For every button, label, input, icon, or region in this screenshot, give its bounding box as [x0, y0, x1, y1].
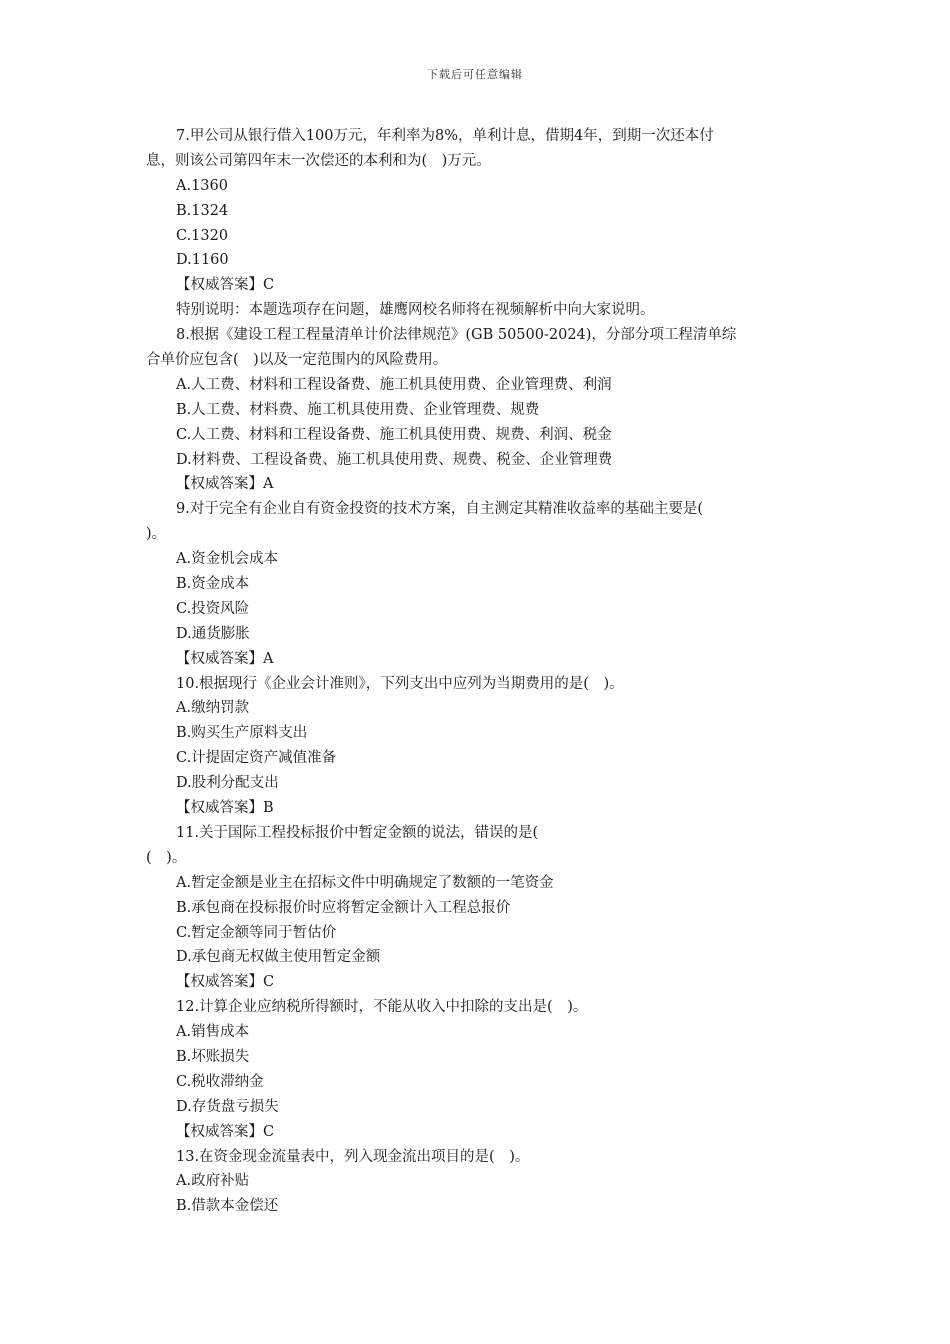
q11-stem-line2: ( )。 — [146, 849, 187, 866]
q11-option-a: A.暂定金额是业主在招标文件中明确规定了数额的一笔资金 — [176, 874, 554, 891]
document-body — [146, 124, 814, 1219]
q9-stem-line1: 9.对于完全有企业自有资金投资的技术方案，自主测定其精准收益率的基础主要是( — [176, 501, 703, 518]
q10-option-c: C.计提固定资产减值准备 — [176, 750, 337, 767]
q12-option-d: D.存货盘亏损失 — [176, 1098, 279, 1115]
q12-option-c: C.税收滞纳金 — [176, 1073, 264, 1090]
q12-stem: 12.计算企业应纳税所得额时，不能从收入中扣除的支出是( )。 — [176, 999, 588, 1016]
q11-option-b: B.承包商在投标报价时应将暂定金额计入工程总报价 — [176, 899, 511, 916]
q9-answer: 【权威答案】A — [176, 650, 274, 667]
q8-option-c: C.人工费、材料和工程设备费、施工机具使用费、规费、利润、税金 — [176, 426, 612, 443]
q10-option-d: D.股利分配支出 — [176, 775, 279, 792]
q13-stem: 13.在资金现金流量表中，列入现金流出项目的是( )。 — [176, 1148, 530, 1165]
q11-stem-line1: 11.关于国际工程投标报价中暂定金额的说法，错误的是( — [176, 824, 539, 841]
q10-option-a: A.缴纳罚款 — [176, 700, 250, 717]
q7-option-c: C.1320 — [176, 227, 229, 244]
q7-option-b: B.1324 — [176, 202, 229, 219]
q11-answer: 【权威答案】C — [176, 974, 275, 991]
q9-stem-line2: )。 — [146, 526, 167, 543]
q9-option-d: D.通货膨胀 — [176, 625, 250, 642]
q10-answer: 【权威答案】B — [176, 800, 274, 817]
q7-stem-line1: 7.甲公司从银行借入100万元，年利率为8%，单利计息，借期4年，到期一次还本付 — [176, 128, 714, 144]
q9-option-b: B.资金成本 — [176, 576, 250, 593]
q8-stem-line2: 合单价应包含( )以及一定范围内的风险费用。 — [146, 352, 448, 369]
q12-option-a: A.销售成本 — [176, 1024, 250, 1041]
q11-option-d: D.承包商无权做主使用暂定金额 — [176, 949, 381, 966]
q7-stem-line2: 息，则该公司第四年末一次偿还的本利和为( )万元。 — [146, 152, 491, 169]
q12-option-b: B.坏账损失 — [176, 1048, 250, 1065]
q8-option-b: B.人工费、材料费、施工机具使用费、企业管理费、规费 — [176, 401, 540, 418]
q11-option-c: C.暂定金额等同于暂估价 — [176, 924, 337, 941]
q10-stem: 10.根据现行《企业会计准则》，下列支出中应列为当期费用的是( )。 — [176, 675, 624, 692]
q9-option-c: C.投资风险 — [176, 600, 250, 617]
q8-stem-line1: 8.根据《建设工程工程量清单计价法律规范》(GB 50500-2024)，分部分项工程清单综 — [176, 327, 737, 344]
q13-option-b: B.借款本金偿还 — [176, 1198, 279, 1215]
q7-option-a: A.1360 — [176, 177, 228, 194]
q7-option-d: D.1160 — [176, 252, 229, 269]
q7-answer: 【权威答案】C — [176, 277, 275, 294]
page-header: 下载后可任意编辑 — [427, 68, 523, 81]
q8-option-a: A.人工费、材料和工程设备费、施工机具使用费、企业管理费、利润 — [176, 376, 612, 393]
q13-option-a: A.政府补贴 — [176, 1173, 250, 1190]
q8-option-d: D.材料费、工程设备费、施工机具使用费、规费、税金、企业管理费 — [176, 451, 613, 468]
q12-answer: 【权威答案】C — [176, 1123, 275, 1140]
q7-note: 特别说明：本题选项存在问题，雄鹰网校名师将在视频解析中向大家说明。 — [176, 302, 655, 319]
q10-option-b: B.购买生产原料支出 — [176, 725, 308, 742]
q8-answer: 【权威答案】A — [176, 476, 274, 493]
q9-option-a: A.资金机会成本 — [176, 551, 279, 568]
